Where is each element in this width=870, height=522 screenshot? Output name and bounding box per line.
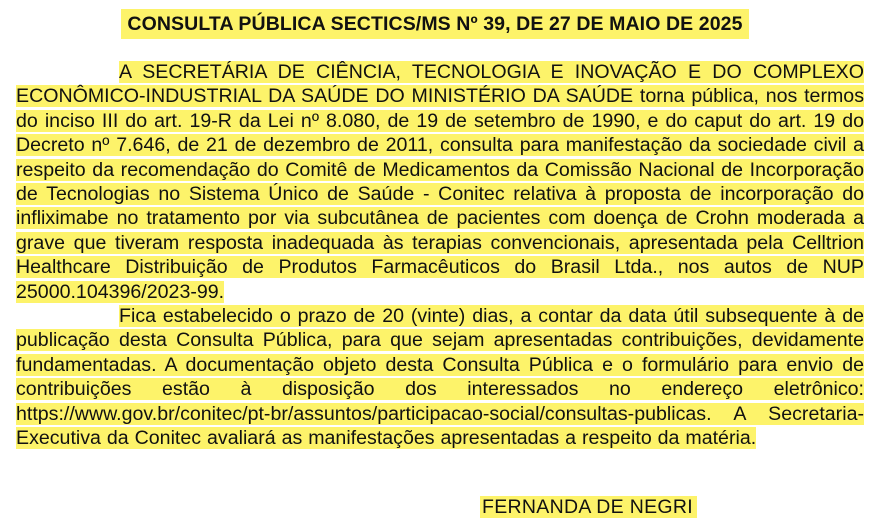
paragraph-1-text: A SECRETÁRIA DE CIÊNCIA, TECNOLOGIA E INOVAÇÃO E DO COMPLEXO ECONÔMICO-INDUSTRIAL DA SAÚDE DO MINISTÉRIO DA SAÚDE torna pública, nos termos do inciso III do art. 19-R da Lei nº 8.080, de 19 de setembro de 1990, e do caput do art. 19 do Decreto nº 7.646, de 21 de dezembro de 2011, consulta para manifestação da sociedade civil a respeito da recomendação do Comitê de Medicamentos da Comissão Nacional de Incorporação de Tecnologias no Sistema Único de Saúde - Conitec relativa à proposta de incorporação do infliximabe no tratamento por via subcutânea de pacientes com doença de Crohn moderada a grave que tiveram resposta inadequada às terapias convencionais, apresentada pela Celltrion Healthcare Distribuição de Produtos Farmacêuticos do Brasil Ltda., nos autos de NUP 25000.104396/2023-99. bbox=[16, 61, 864, 303]
signature-name: FERNANDA DE NEGRI bbox=[480, 496, 697, 518]
paragraph-1 bbox=[16, 60, 864, 304]
document-body bbox=[16, 60, 864, 451]
paragraph-2 bbox=[16, 304, 864, 450]
document-title: CONSULTA PÚBLICA SECTICS/MS Nº 39, DE 27 DE MAIO DE 2025 bbox=[121, 9, 748, 39]
title-block bbox=[0, 9, 870, 39]
paragraph-2-text: Fica estabelecido o prazo de 20 (vinte) dias, a contar da data útil subsequente à de publicação desta Consulta Pública, para que sejam apresentadas contribuições, devidamente fundamentadas. A documentação objeto desta Consulta Pública e o formulário para envio de contribuições estão à disposição dos interessados no endereço eletrônico: https://www.gov.br/conitec/pt-br/assuntos/participacao-social/consultas-publicas. A Secretaria-Executiva da Conitec avaliará as manifestações apresentadas a respeito da matéria. bbox=[16, 305, 864, 450]
signature-block bbox=[480, 494, 697, 520]
